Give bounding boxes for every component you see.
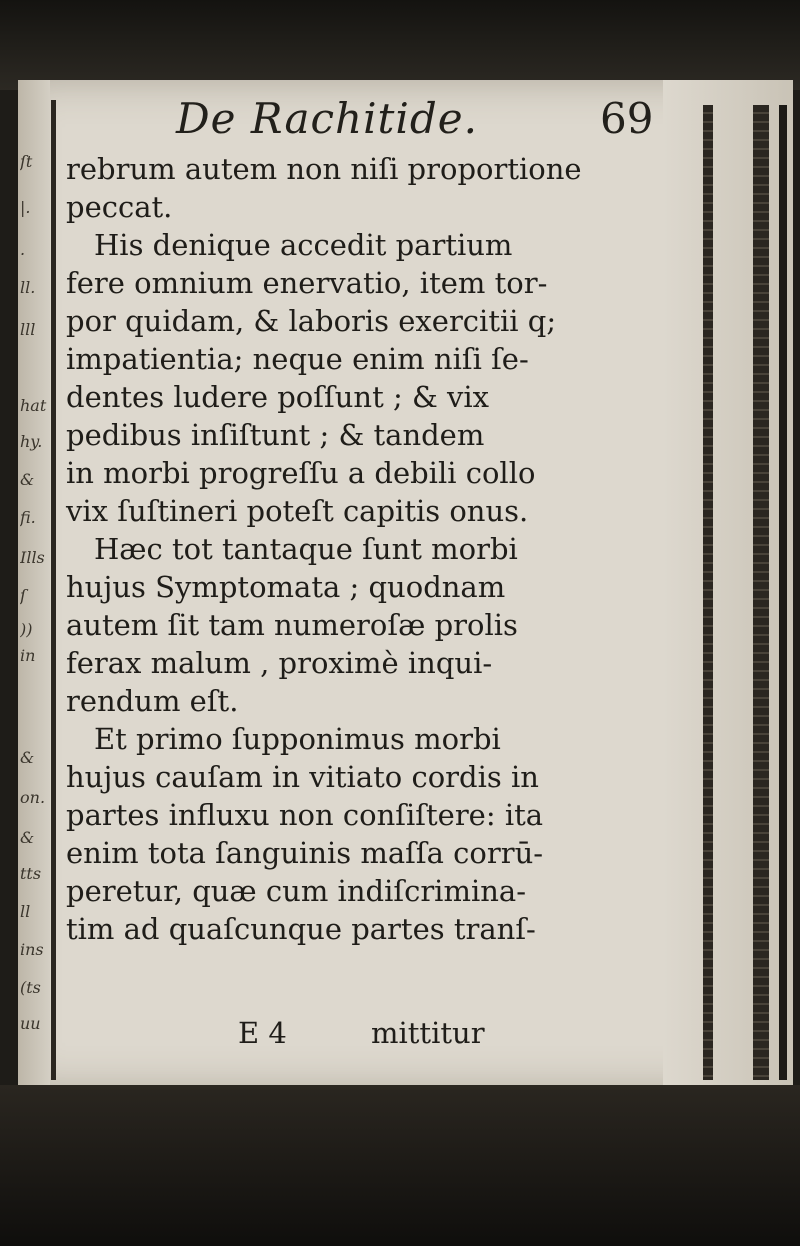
page-footer xyxy=(66,1016,666,1056)
margin-fragment: hat xyxy=(20,396,47,415)
gutter-rule xyxy=(51,100,56,1080)
margin-fragment: )) xyxy=(20,620,33,639)
margin-fragment: in xyxy=(20,646,36,665)
catchword: mittitur xyxy=(371,1016,485,1050)
binding-bar xyxy=(779,105,787,1080)
text-line: Et primo ſupponimus morbi xyxy=(94,722,501,756)
left-margin-strip xyxy=(18,80,50,1090)
margin-fragment: & xyxy=(20,828,35,847)
text-line: Hæc tot tantaque ſunt morbi xyxy=(94,532,518,566)
text-line: autem ſit tam numeroſæ prolis xyxy=(66,608,518,642)
text-line: partes influxu non conſiſtere: ita xyxy=(66,798,544,832)
text-line: dentes ludere poſſunt ; & vix xyxy=(66,380,489,414)
text-line: impatientia; neque enim niſi ſe- xyxy=(66,342,529,376)
text-line: pedibus inſiſtunt ; & tandem xyxy=(66,418,485,452)
page-number: 69 xyxy=(600,94,654,143)
margin-fragment: |. xyxy=(20,198,31,217)
text-line: fere omnium enervatio, item tor- xyxy=(66,266,548,300)
margin-fragment: ſ xyxy=(20,586,26,605)
text-line: rebrum autem non niſi proportione xyxy=(66,152,582,186)
body-text xyxy=(66,150,666,948)
margin-fragment: . xyxy=(20,240,26,259)
signature-mark: E 4 xyxy=(238,1016,287,1050)
margin-fragment: ll. xyxy=(20,278,36,297)
bottom-background xyxy=(0,1085,800,1246)
running-head xyxy=(176,94,696,154)
text-line: por quidam, & laboris exercitii q; xyxy=(66,304,557,338)
text-line: vix ſuſtineri poteſt capitis onus. xyxy=(66,494,529,528)
text-line: enim tota ſanguinis maſſa corrū- xyxy=(66,836,544,870)
binding-bar xyxy=(703,105,713,1080)
margin-fragment: & xyxy=(20,470,35,489)
margin-fragment: ll xyxy=(20,902,31,921)
right-page-edge xyxy=(663,80,793,1090)
running-head-title: De Rachitide. xyxy=(176,94,478,143)
text-line: peretur, quæ cum indiſcrimina- xyxy=(66,874,526,908)
margin-fragment: uu xyxy=(20,1014,41,1033)
top-background xyxy=(0,0,800,90)
margin-fragment: ſt xyxy=(20,152,33,171)
margin-fragment: on. xyxy=(20,788,46,807)
text-line: His denique accedit partium xyxy=(94,228,513,262)
text-line: in morbi progreſſu a debili collo xyxy=(66,456,536,490)
book-page xyxy=(18,80,793,1090)
margin-fragment: (ts xyxy=(20,978,41,997)
margin-fragment: fi. xyxy=(20,508,36,527)
margin-fragment: ins xyxy=(20,940,44,959)
text-line: peccat. xyxy=(66,190,173,224)
binding-bar xyxy=(753,105,769,1080)
text-line: hujus Symptomata ; quodnam xyxy=(66,570,506,604)
margin-fragment: hy. xyxy=(20,432,43,451)
margin-fragment: lll xyxy=(20,320,36,339)
margin-fragment: tts xyxy=(20,864,42,883)
text-line: tim ad quaſcunque partes tranſ- xyxy=(66,912,536,946)
margin-fragment: Ills xyxy=(20,548,45,567)
text-line: ferax malum , proximè inqui- xyxy=(66,646,493,680)
margin-fragment: & xyxy=(20,748,35,767)
text-line: hujus cauſam in vitiato cordis in xyxy=(66,760,539,794)
text-line: rendum eſt. xyxy=(66,684,239,718)
